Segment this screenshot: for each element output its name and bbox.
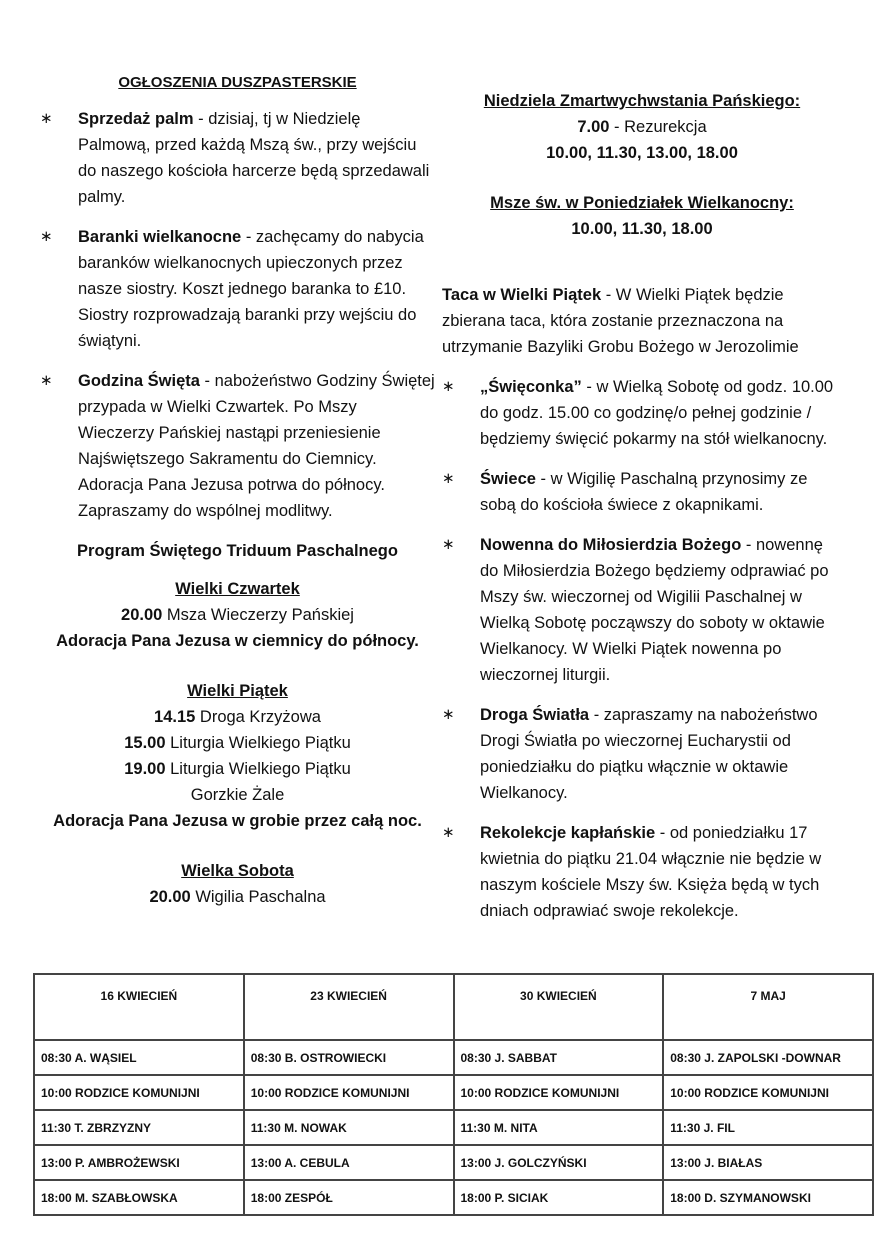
bullet-icon: ∗ [442,378,455,395]
monday-title: Msze św. w Poniedziałek Wielkanocny: [490,194,794,212]
left-column [40,70,435,910]
item-title: Godzina Święta [78,372,200,390]
event: - Rezurekcja [609,118,707,136]
bullet-icon: ∗ [442,824,455,841]
time: 14.15 [154,708,196,726]
table-cell: 10:00 RODZICE KOMUNIJNI [34,1075,244,1110]
friday-section [40,678,435,834]
event: Gorzkie Żale [190,786,285,804]
announcement-item [40,368,435,524]
item-text: - dzisiaj, tj w Niedzielę Palmową, przed każdą Mszą św., przy wejściu do naszego kościoła harcerze będą sprzedawali palmy. [78,110,430,206]
announcements-heading: OGŁOSZENIA DUSZPASTERSKIE [118,74,357,91]
table-cell: 13:00 J. BIAŁAS [663,1145,873,1180]
table-cell: 11:30 M. NITA [454,1110,664,1145]
table-cell: 18:00 P. SICIAK [454,1180,664,1215]
item-text: - w Wielką Sobotę od godz. 10.00 do godz. 15.00 co godzinę/o pełnej godzinie / będziemy święcić pokarmy na stół wielkanocny. [480,378,834,448]
event: Liturgia Wielkiego Piątku [165,760,351,778]
item-title: Świece [480,470,536,488]
bullet-icon: ∗ [442,706,455,723]
table-header-row [34,974,873,1040]
event: Adoracja Pana Jezusa w grobie przez całą noc. [53,812,422,830]
table-cell: 13:00 J. GOLCZYŃSKI [454,1145,664,1180]
times: 10.00, 11.30, 13.00, 18.00 [546,144,738,162]
item-title: Nowenna do Miłosierdzia Bożego [480,536,742,554]
table-cell: 13:00 P. AMBROŻEWSKI [34,1145,244,1180]
bullet-icon: ∗ [442,536,455,553]
event: Wigilia Paschalna [190,888,326,906]
item-text: - zapraszamy na nabożeństwo Drogi Światła po wieczornej Eucharystii od poniedziałku do piątku włącznie w oktawie Wielkanocy. [480,706,818,802]
announcement-item [442,532,842,688]
table-row [34,1180,873,1215]
table-cell: 11:30 J. FIL [663,1110,873,1145]
table-cell: 08:30 B. OSTROWIECKI [244,1040,454,1075]
table-cell: 11:30 M. NOWAK [244,1110,454,1145]
column-header: 23 KWIECIEŃ [244,974,454,1040]
item-text: - nowennę do Miłosierdzia Bożego będziemy odprawiać po Mszy św. wieczornej od Wigilii Paschalnej w Wielką Sobotę począwszy do soboty w oktawie Wielkanocy. W Wielki Piątek nowenna po wieczornej liturgii. [480,536,829,684]
sunday-section [442,88,842,166]
bullet-icon: ∗ [40,110,53,127]
announcement-item [40,224,435,354]
item-title: Sprzedaż palm [78,110,194,128]
bullet-icon: ∗ [40,228,53,245]
right-column [442,88,842,938]
table-cell: 10:00 RODZICE KOMUNIJNI [663,1075,873,1110]
table-cell: 10:00 RODZICE KOMUNIJNI [244,1075,454,1110]
item-text: - nabożeństwo Godziny Świętej przypada w Wielki Czwartek. Po Mszy Wieczerzy Pańskiej nastąpi przeniesienie Najświętszego Sakramentu do Ciemnicy. Adoracja Pana Jezusa potrwa do północy. Zapraszamy do wspólnej modlitwy. [78,372,435,520]
table-row [34,1110,873,1145]
item-title: Droga Światła [480,706,590,724]
mass-schedule-table [33,973,874,1216]
bullet-icon: ∗ [442,470,455,487]
saturday-title: Wielka Sobota [181,862,294,880]
time: 20.00 [121,606,163,624]
bullet-icon: ∗ [40,372,53,389]
thursday-section [40,576,435,654]
table-cell: 18:00 ZESPÓŁ [244,1180,454,1215]
item-text: - zachęcamy do nabycia baranków wielkanocnych upieczonych przez nasze siostry. Koszt jednego baranka to £10. Siostry rozprowadzają baranki przy wejściu do świątyni. [78,228,424,350]
table-cell: 08:30 J. ZAPOLSKI -DOWNAR [663,1040,873,1075]
item-title: „Święconka” [480,378,582,396]
event: Liturgia Wielkiego Piątku [165,734,351,752]
time: 20.00 [149,888,191,906]
announcement-item [442,374,842,452]
friday-title: Wielki Piątek [187,682,288,700]
announcement-item [442,466,842,518]
taca-text: - W Wielki Piątek będzie zbierana taca, która zostanie przeznaczona na utrzymanie Bazyliki Grobu Bożego w Jerozolimie [442,286,799,356]
program-title: Program Świętego Triduum Paschalnego [77,542,398,560]
thursday-title: Wielki Czwartek [175,580,300,598]
event: Msza Wieczerzy Pańskiej [162,606,354,624]
column-header: 16 KWIECIEŃ [34,974,244,1040]
table-cell: 18:00 D. SZYMANOWSKI [663,1180,873,1215]
item-text: - w Wigilię Paschalną przynosimy ze sobą do kościoła świece z okapnikami. [480,470,808,514]
item-text: - od poniedziałku 17 kwietnia do piątku 21.04 włącznie nie będzie w naszym kościele Mszy św. Księża będą w tych dniach odprawiać swoje rekolekcje. [480,824,822,920]
time: 7.00 [577,118,610,136]
item-title: Baranki wielkanocne [78,228,242,246]
item-title: Rekolekcje kapłańskie [480,824,656,842]
monday-section [442,190,842,242]
time: 15.00 [124,734,166,752]
times: 10.00, 11.30, 18.00 [571,220,713,238]
table-cell: 10:00 RODZICE KOMUNIJNI [454,1075,664,1110]
table-cell: 11:30 T. ZBRZYZNY [34,1110,244,1145]
saturday-section [40,858,435,910]
table-cell: 08:30 A. WĄSIEL [34,1040,244,1075]
announcement-item [442,820,842,924]
table-cell: 08:30 J. SABBAT [454,1040,664,1075]
column-header: 7 MAJ [663,974,873,1040]
column-header: 30 KWIECIEŃ [454,974,664,1040]
event: Droga Krzyżowa [195,708,321,726]
table-row [34,1040,873,1075]
table-row [34,1145,873,1180]
table-cell: 18:00 M. SZABŁOWSKA [34,1180,244,1215]
announcement-item [442,702,842,806]
time: 19.00 [124,760,166,778]
sunday-title: Niedziela Zmartwychwstania Pańskiego: [483,92,801,110]
event: Adoracja Pana Jezusa w ciemnicy do północy. [56,632,419,650]
taca-notice [442,282,842,360]
announcement-item [40,106,435,210]
taca-title: Taca w Wielki Piątek [442,286,602,304]
table-row [34,1075,873,1110]
table-cell: 13:00 A. CEBULA [244,1145,454,1180]
